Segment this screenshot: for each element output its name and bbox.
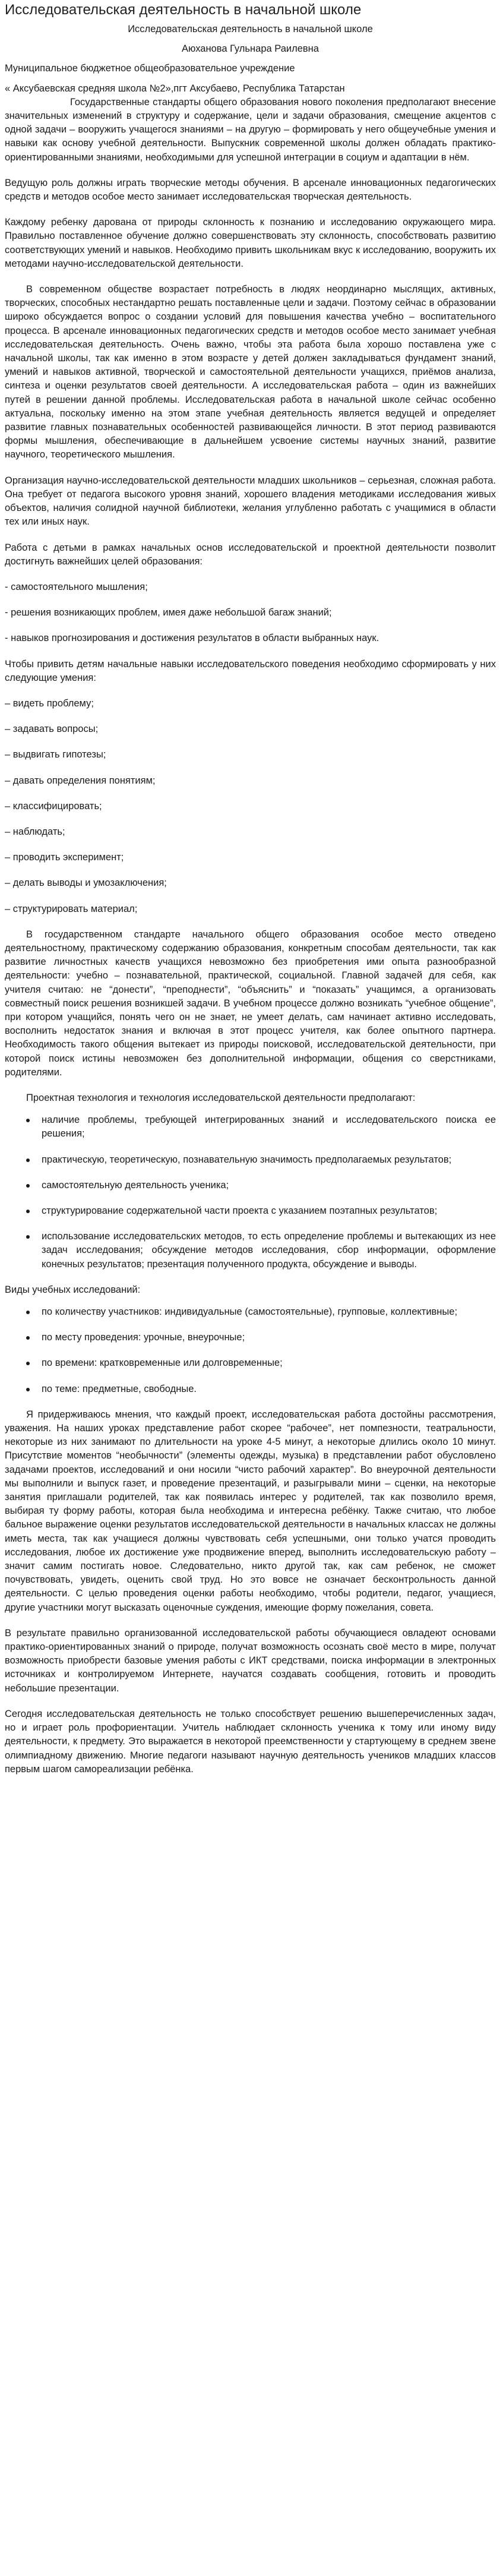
organization-line-1: Муниципальное бюджетное общеобразовательное учреждение bbox=[5, 63, 295, 74]
list-item: по месту проведения: урочные, внеурочные; bbox=[26, 1331, 496, 1344]
paragraph-results: В результате правильно организованной исследовательской работы обучающиеся овладеют основами практико-ориентированных знаний о природе, получат возможность осознать своё место в мире, получат возможность приобрести базовые умения работы с ИКТ средствами, поиска информации в электронных источниках и контролируемом Интернете, научатся создавать сообщения, готовить и проводить небольшие презентации. bbox=[5, 1627, 496, 1694]
types-list bbox=[5, 1305, 496, 1396]
skill-item: – проводить эксперимент; bbox=[5, 852, 124, 863]
types-heading: Виды учебных исследований: bbox=[5, 1284, 141, 1295]
organization-line-2: « Аксубаевская средняя школа №2»,пгт Аксубаево, Республика Татарстан bbox=[5, 83, 345, 94]
list-item: наличие проблемы, требующей интегрированных знаний и исследовательского поиска ее решения; bbox=[26, 1113, 496, 1141]
skill-item: – давать определения понятиям; bbox=[5, 775, 156, 786]
paragraph-opinion: Я придерживаюсь мнения, что каждый проект, исследовательская работа достойны рассмотрения, уважения. На наших уроках представление работ скорее “рабочее”, нет помпезности, театральности, некоторые из них занимают по длительности на уроке 4-5 минут, а некоторые длились около 10 минут. Присутствие моментов “необычности” (элементы одежды, музыка) в представлении работ обусловлено задачами проектов, исследований и они носили “чисто рабочий характер”. Во внеурочной деятельности мы выполнили и выпуск газет, и проведение презентаций, и разыгрывали мини – сценки, на некоторые занятия приглашали родителей, так как появилась интерес у родителей, так как позволило время, выбирая ту форму работы, которая была необходима и интересна ребёнку. Также считаю, что любое бальное выражение оценки результатов исследовательской деятельности в начальных классах не должны иметь места, так как учащиеся должны чувствовать себя успешными, они только учатся проводить исследования, любое их достижение уже продвижение вперед, выполнить исследовательскую работу – значит самим постигать новое. Следовательно, никто другой так, как сам ребенок, не сможет почувствовать, увидеть, оценить свой труд. Но это вовсе не означает бесконтрольность данной деятельности. С целью проведения оценки работы необходимо, чтобы родители, педагог, учащиеся, другие участники могут высказать оценочные суждения, имеющие форму пожелания, совета. bbox=[5, 1409, 496, 1613]
list-item: использование исследовательских методов, то есть определение проблемы и вытекающих из нее задач исследования; обсуждение методов исследования, сбор информации, оформление конечных результатов; презентация полученного продукта, обсуждение и выводы. bbox=[26, 1230, 496, 1271]
skill-item: – видеть проблему; bbox=[5, 697, 94, 709]
list-item: по теме: предметные, свободные. bbox=[26, 1382, 496, 1396]
skill-item: – наблюдать; bbox=[5, 826, 65, 837]
paragraph-skills-intro: Чтобы привить детям начальные навыки исследовательского поведения необходимо сформировать у них следующие умения: bbox=[5, 658, 496, 683]
paragraph-methods: Ведущую роль должны играть творческие методы обучения. В арсенале инновационных педагогических средств и методов особое место занимает исследовательская творческая деятельность. bbox=[5, 177, 496, 203]
paragraph-organization: Организация научно-исследовательской деятельности младших школьников – серьезная, сложная работа. Она требует от педагога высокого уровня знаний, хорошего владения методиками исследования живых объектов, наличия солидной научной библиотеки, желания углубленно работать с учащимися в области тех или иных наук. bbox=[5, 475, 496, 528]
list-item: по времени: кратковременные или долговременные; bbox=[26, 1356, 496, 1370]
list-item: по количеству участников: индивидуальные (самостоятельные), групповые, коллективные; bbox=[26, 1305, 496, 1319]
list-item: самостоятельную деятельность ученика; bbox=[26, 1179, 496, 1192]
goal-item: - навыков прогнозирования и достижения результатов в области выбранных наук. bbox=[5, 633, 379, 644]
paragraph-standard: В государственном стандарте начального общего образования особое место отведено деятельностному, практическому содержанию образования, конкретным способам деятельности, так как развитие личностных качеств учащихся невозможно без приобретения ими опыта разнообразной деятельности: учебно – познавательной, практической, социальной. Главной задачей для себя, как учителя считаю: не “донести”, “преподнести”, “объяснить” и “показать” учащимся, а организовать совместный поиск решения возникшей задачи. В учебном процессе должно возникать “учебное общение”, при котором учащийся, понять чего он не знает, не умеет делать, сам начинает активно исследовать, восполнить недостаток знания и включая в этот процесс учителя, как более опытного партнера. Необходимость такого общения вытекает из природы поисковой, исследовательской деятельности, при которой поиск истины невозможен без дополнительной информации, общения со сверстниками, родителями. bbox=[5, 929, 496, 1078]
goal-item: - решения возникающих проблем, имея даже небольшой багаж знаний; bbox=[5, 607, 332, 618]
technology-list bbox=[5, 1113, 496, 1271]
skill-item: – делать выводы и умозаключения; bbox=[5, 877, 167, 889]
list-item: структурирование содержательной части проекта с указанием поэтапных результатов; bbox=[26, 1204, 496, 1218]
page-title: Исследовательская деятельность в начальной школе bbox=[5, 2, 362, 18]
article-subtitle: Исследовательская деятельность в начальной школе bbox=[128, 24, 373, 34]
paragraph-conclusion: Сегодня исследовательская деятельность не только способствует решению вышеперечисленных задач, но и играет роль профориентации. Учитель наблюдает склонность ученика к тому или иному виду деятельности, к предмету. Это выражается в некоторой преемственности у стартующему в среднем звене олимпиадному движению. Многие педагоги называют научную деятельность учеников младших классов первым шагом самореализации ребёнка. bbox=[5, 1708, 496, 1775]
paragraph-child: Каждому ребенку дарована от природы склонность к познанию и исследованию окружающего мира. Правильно поставленное обучение должно совершенствовать эту склонность, способствовать развитию соответствующих умений и навыков. Необходимо привить школьникам вкус к исследованию, вооружить их методами научно-исследовательской деятельности. bbox=[5, 217, 496, 269]
skill-item: – структурировать материал; bbox=[5, 903, 138, 914]
author-name: Аюханова Гульнара Раилевна bbox=[182, 43, 319, 55]
goal-item: - самостоятельного мышления; bbox=[5, 581, 148, 592]
paragraph-society: В современном обществе возрастает потребность в людях неординарно мыслящих, активных, творческих, способных нестандартно решать поставленные цели и задачи. Поэтому сейчас в образовании широко обсуждается вопрос о создании условий для повышения качества учебно – воспитательного процесса. В арсенале инновационных педагогических средств и методов особое место занимает учебная исследовательская деятельность. Очень важно, чтобы эта работа была хорошо поставлена уже с начальной школы, так как именно в этом возрасте у детей должен закладываться фундамент знаний, умений и навыков активной, творческой и самостоятельной деятельности учащихся, приёмов анализа, синтеза и оценки результатов своей деятельности. А исследовательская работа – один из важнейших путей в решении данной проблемы. Исследовательская работа в начальной школе сейчас особенно актуальна, поскольку именно на этом этапе учебная деятельность является ведущей и определяет развитие главных познавательных особенностей развивающейся личности. В этот период развиваются формы мышления, обеспечивающие в дальнейшем усвоение системы научных знаний, развитие научного, теоретического мышления. bbox=[5, 284, 496, 460]
skill-item: – классифицировать; bbox=[5, 800, 102, 812]
paragraph-intro: Государственные стандарты общего образования нового поколения предполагают внесение значительных изменений в структуру и содержание, цели и задачи образования, смещение акцентов с одной задачи – вооружить учащегося знаниями – на другую – формировать у него общеучебные умения и навыки как основу учебной деятельности. Выпускник современной школы должен обладать практико-ориентированными знаниями, необходимыми для успешной интеграции в социум и адаптации в нём. bbox=[5, 96, 496, 163]
paragraph-technology-intro: Проектная технология и технология исследовательской деятельности предполагают: bbox=[26, 1092, 416, 1103]
skill-item: – задавать вопросы; bbox=[5, 724, 99, 735]
list-item: практическую, теоретическую, познавательную значимость предполагаемых результатов; bbox=[26, 1153, 496, 1167]
paragraph-goals-intro: Работа с детьми в рамках начальных основ исследовательской и проектной деятельности позволит достигнуть важнейших целей образования: bbox=[5, 542, 496, 567]
skill-item: – выдвигать гипотезы; bbox=[5, 749, 106, 760]
